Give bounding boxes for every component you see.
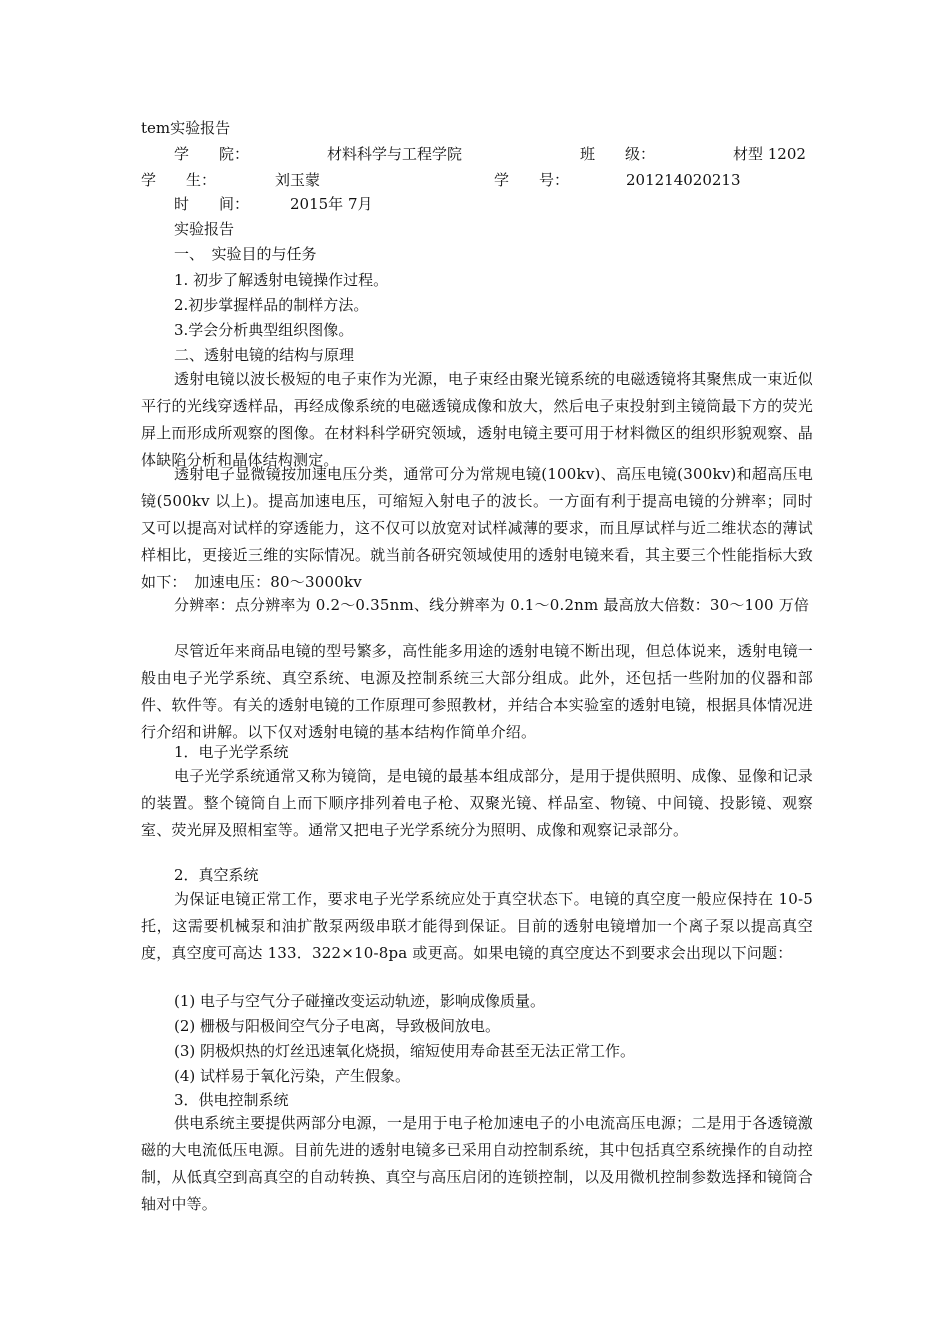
sub2-item-3: (3) 阴极炽热的灯丝迅速氧化烧损，缩短使用寿命甚至无法正常工作。: [174, 1042, 636, 1060]
sub2-item-2: (2) 栅极与阳极间空气分子电离，导致极间放电。: [174, 1017, 501, 1035]
sub3-paragraph: 供电系统主要提供两部分电源，一是用于电子枪加速电子的小电流高压电源；二是用于各透镜激磁的大电流低压电源。目前先进的透射电镜多已采用自动控制系统，其中包括真空系统操作的自动控制，从低真空到高真空的自动转换、真空与高压启闭的连锁控制，以及用微机控制参数选择和镜筒合轴对中等。: [141, 1114, 813, 1213]
section1-heading: 一、 实验目的与任务: [174, 245, 317, 263]
section2-paragraph-1: 透射电镜以波长极短的电子束作为光源，电子束经由聚光镜系统的电磁透镜将其聚焦成一束近似平行的光线穿透样品，再经成像系统的电磁透镜成像和放大，然后电子束投射到主镜筒最下方的荧光屏上而形成所观察的图像。在材料科学研究领域，透射电镜主要可用于材料微区的组织形貌观察、晶体缺陷分析和晶体结构测定。: [141, 370, 813, 469]
time-label: 时 间：: [174, 195, 250, 213]
time-value: 2015年 7月: [290, 195, 373, 213]
section1-item-3: 3.学会分析典型组织图像。: [174, 321, 354, 339]
sub1-paragraph: 电子光学系统通常又称为镜筒，是电镜的最基本组成部分，是用于提供照明、成像、显像和记录的装置。整个镜筒自上而下顺序排列着电子枪、双聚光镜、样品室、物镜、中间镜、投影镜、观察室、荧光屏及照相室等。通常又把电子光学系统分为照明、成像和观察记录部分。: [141, 767, 813, 839]
id-value: 201214020213: [626, 171, 741, 189]
sub2-paragraph: 为保证电镜正常工作，要求电子光学系统应处于真空状态下。电镜的真空度一般应保持在 10-5托，这需要机械泵和油扩散泵两级串联才能得到保证。目前的透射电镜增加一个离子泵以提高真空度，真空度可高达 133．322×10-8pa 或更高。如果电镜的真空度达不到要求会出现以下问题：: [141, 890, 813, 962]
section1-item-2: 2.初步掌握样品的制样方法。: [174, 296, 369, 314]
class-label: 班 级：: [580, 145, 656, 163]
document-title: tem实验报告: [141, 119, 231, 137]
section2-paragraph-3: 分辨率：点分辨率为 0.2～0.35nm、线分辨率为 0.1～0.2nm 最高放大倍数：30～100 万倍: [174, 596, 810, 614]
section2-paragraph-2: 透射电子显微镜按加速电压分类，通常可分为常规电镜(100kv)、高压电镜(300kv)和超高压电镜(500kv 以上)。提高加速电压，可缩短入射电子的波长。一方面有利于提高电镜的分辨率；同时又可以提高对试样的穿透能力，这不仅可以放宽对试样减薄的要求，而且厚试样与近二维状态的薄试样相比，更接近三维的实际情况。就当前各研究领域使用的透射电镜来看，其主要三个性能指标大致如下： 加速电压：80～3000kv: [141, 465, 813, 591]
sub3-heading: 3．供电控制系统: [174, 1091, 289, 1109]
student-label: 学 生：: [141, 171, 217, 189]
sub1-heading: 1．电子光学系统: [174, 743, 289, 761]
section1-item-1: 1. 初步了解透射电镜操作过程。: [174, 271, 389, 289]
student-value: 刘玉蒙: [275, 171, 321, 189]
id-label: 学 号：: [494, 171, 570, 189]
college-value: 材料科学与工程学院: [327, 145, 463, 163]
class-value: 材型 1202: [733, 145, 806, 163]
section2-heading: 二、透射电镜的结构与原理: [174, 346, 355, 364]
section2-paragraph-4: 尽管近年来商品电镜的型号繁多，高性能多用途的透射电镜不断出现，但总体说来，透射电镜一般由电子光学系统、真空系统、电源及控制系统三大部分组成。此外，还包括一些附加的仪器和部件、软件等。有关的透射电镜的工作原理可参照教材，并结合本实验室的透射电镜，根据具体情况进行介绍和讲解。以下仅对透射电镜的基本结构作简单介绍。: [141, 642, 813, 741]
sub2-item-4: (4) 试样易于氧化污染，产生假象。: [174, 1067, 411, 1085]
college-label: 学 院：: [174, 145, 250, 163]
sub2-heading: 2．真空系统: [174, 866, 259, 884]
report-heading: 实验报告: [174, 220, 235, 238]
sub2-item-1: (1) 电子与空气分子碰撞改变运动轨迹，影响成像质量。: [174, 992, 546, 1010]
